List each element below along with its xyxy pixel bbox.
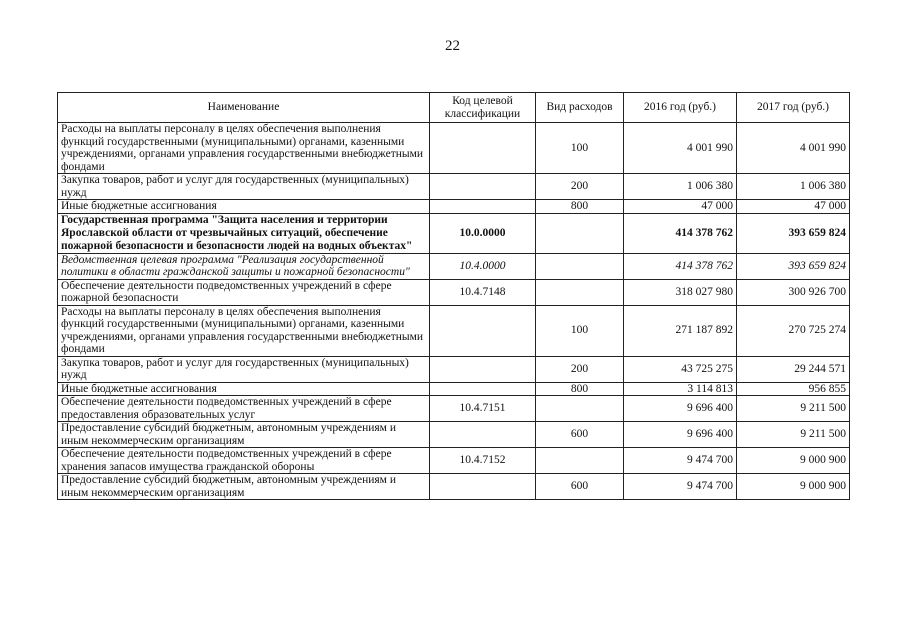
- table-row: [58, 448, 850, 474]
- row-code: [430, 174, 536, 200]
- row-expense-type: [536, 253, 624, 279]
- row-expense-type: [536, 396, 624, 422]
- row-amount-2017: 9 000 900: [737, 474, 850, 500]
- row-code: 10.0.0000: [430, 213, 536, 253]
- row-expense-type: 100: [536, 123, 624, 174]
- row-amount-2017: 9 000 900: [737, 448, 850, 474]
- row-name: Расходы на выплаты персоналу в целях обеспечения выполнения функций государственными (муниципальными) органами, казенными учреждениями, органами управления государственными внебюджетными фондами: [58, 123, 430, 174]
- row-code: 10.4.0000: [430, 253, 536, 279]
- row-amount-2016: 9 696 400: [624, 422, 737, 448]
- row-amount-2017: 393 659 824: [737, 253, 850, 279]
- table-row: [58, 474, 850, 500]
- row-name: Предоставление субсидий бюджетным, автономным учреждениям и иным некоммерческим организациям: [58, 474, 430, 500]
- row-code: [430, 474, 536, 500]
- table-row: [58, 213, 850, 253]
- table-row: [58, 382, 850, 396]
- row-code: [430, 123, 536, 174]
- row-code: [430, 305, 536, 356]
- row-amount-2017: 9 211 500: [737, 422, 850, 448]
- table-row: [58, 200, 850, 214]
- row-name: Расходы на выплаты персоналу в целях обеспечения выполнения функций государственными (муниципальными) органами, казенными учреждениями, органами управления государственными внебюджетными фондами: [58, 305, 430, 356]
- table-row: [58, 123, 850, 174]
- row-name: Предоставление субсидий бюджетным, автономным учреждениям и иным некоммерческим организациям: [58, 422, 430, 448]
- row-amount-2017: 300 926 700: [737, 279, 850, 305]
- row-name: Государственная программа "Защита населения и территории Ярославской области от чрезвычайных ситуаций, обеспечение пожарной безопасности и безопасности людей на водных объектах": [58, 213, 430, 253]
- row-amount-2017: 1 006 380: [737, 174, 850, 200]
- row-amount-2017: 47 000: [737, 200, 850, 214]
- row-amount-2016: 3 114 813: [624, 382, 737, 396]
- row-amount-2017: 9 211 500: [737, 396, 850, 422]
- row-code: [430, 422, 536, 448]
- row-amount-2016: 271 187 892: [624, 305, 737, 356]
- row-amount-2017: 29 244 571: [737, 356, 850, 382]
- table-row: [58, 422, 850, 448]
- row-amount-2017: 956 855: [737, 382, 850, 396]
- row-amount-2016: 4 001 990: [624, 123, 737, 174]
- row-expense-type: [536, 279, 624, 305]
- row-name: Иные бюджетные ассигнования: [58, 200, 430, 214]
- header-type: Вид расходов: [536, 93, 624, 123]
- row-amount-2017: 393 659 824: [737, 213, 850, 253]
- row-code: 10.4.7148: [430, 279, 536, 305]
- row-expense-type: 800: [536, 382, 624, 396]
- row-amount-2016: 414 378 762: [624, 213, 737, 253]
- table-row: [58, 174, 850, 200]
- row-amount-2016: 9 474 700: [624, 474, 737, 500]
- row-amount-2016: 9 474 700: [624, 448, 737, 474]
- row-amount-2016: 43 725 275: [624, 356, 737, 382]
- row-expense-type: 600: [536, 422, 624, 448]
- page-number: 22: [445, 38, 460, 54]
- row-code: 10.4.7152: [430, 448, 536, 474]
- table-header-row: [58, 93, 850, 123]
- row-code: 10.4.7151: [430, 396, 536, 422]
- row-name: Обеспечение деятельности подведомственных учреждений в сфере пожарной безопасности: [58, 279, 430, 305]
- row-name: Обеспечение деятельности подведомственных учреждений в сфере хранения запасов имущества гражданской обороны: [58, 448, 430, 474]
- row-amount-2017: 270 725 274: [737, 305, 850, 356]
- row-name: Обеспечение деятельности подведомственных учреждений в сфере предоставления образовательных услуг: [58, 396, 430, 422]
- row-code: [430, 382, 536, 396]
- row-amount-2016: 47 000: [624, 200, 737, 214]
- header-name: Наименование: [58, 93, 430, 123]
- header-2017: 2017 год (руб.): [737, 93, 850, 123]
- row-name: Закупка товаров, работ и услуг для государственных (муниципальных) нужд: [58, 356, 430, 382]
- row-amount-2016: 318 027 980: [624, 279, 737, 305]
- row-expense-type: 600: [536, 474, 624, 500]
- table-row: [58, 253, 850, 279]
- table-row: [58, 305, 850, 356]
- row-expense-type: [536, 448, 624, 474]
- row-amount-2016: 9 696 400: [624, 396, 737, 422]
- row-amount-2016: 1 006 380: [624, 174, 737, 200]
- row-expense-type: 100: [536, 305, 624, 356]
- table-row: [58, 396, 850, 422]
- row-expense-type: [536, 213, 624, 253]
- row-name: Иные бюджетные ассигнования: [58, 382, 430, 396]
- budget-table: [57, 92, 850, 500]
- row-amount-2016: 414 378 762: [624, 253, 737, 279]
- header-2016: 2016 год (руб.): [624, 93, 737, 123]
- row-name: Ведомственная целевая программа "Реализация государственной политики в области гражданской защиты и пожарной безопасности": [58, 253, 430, 279]
- row-amount-2017: 4 001 990: [737, 123, 850, 174]
- header-code: Код целевой классификации: [430, 93, 536, 123]
- row-expense-type: 800: [536, 200, 624, 214]
- table-body: [58, 123, 850, 500]
- table-row: [58, 356, 850, 382]
- row-name: Закупка товаров, работ и услуг для государственных (муниципальных) нужд: [58, 174, 430, 200]
- row-expense-type: 200: [536, 356, 624, 382]
- row-code: [430, 200, 536, 214]
- row-code: [430, 356, 536, 382]
- table-row: [58, 279, 850, 305]
- row-expense-type: 200: [536, 174, 624, 200]
